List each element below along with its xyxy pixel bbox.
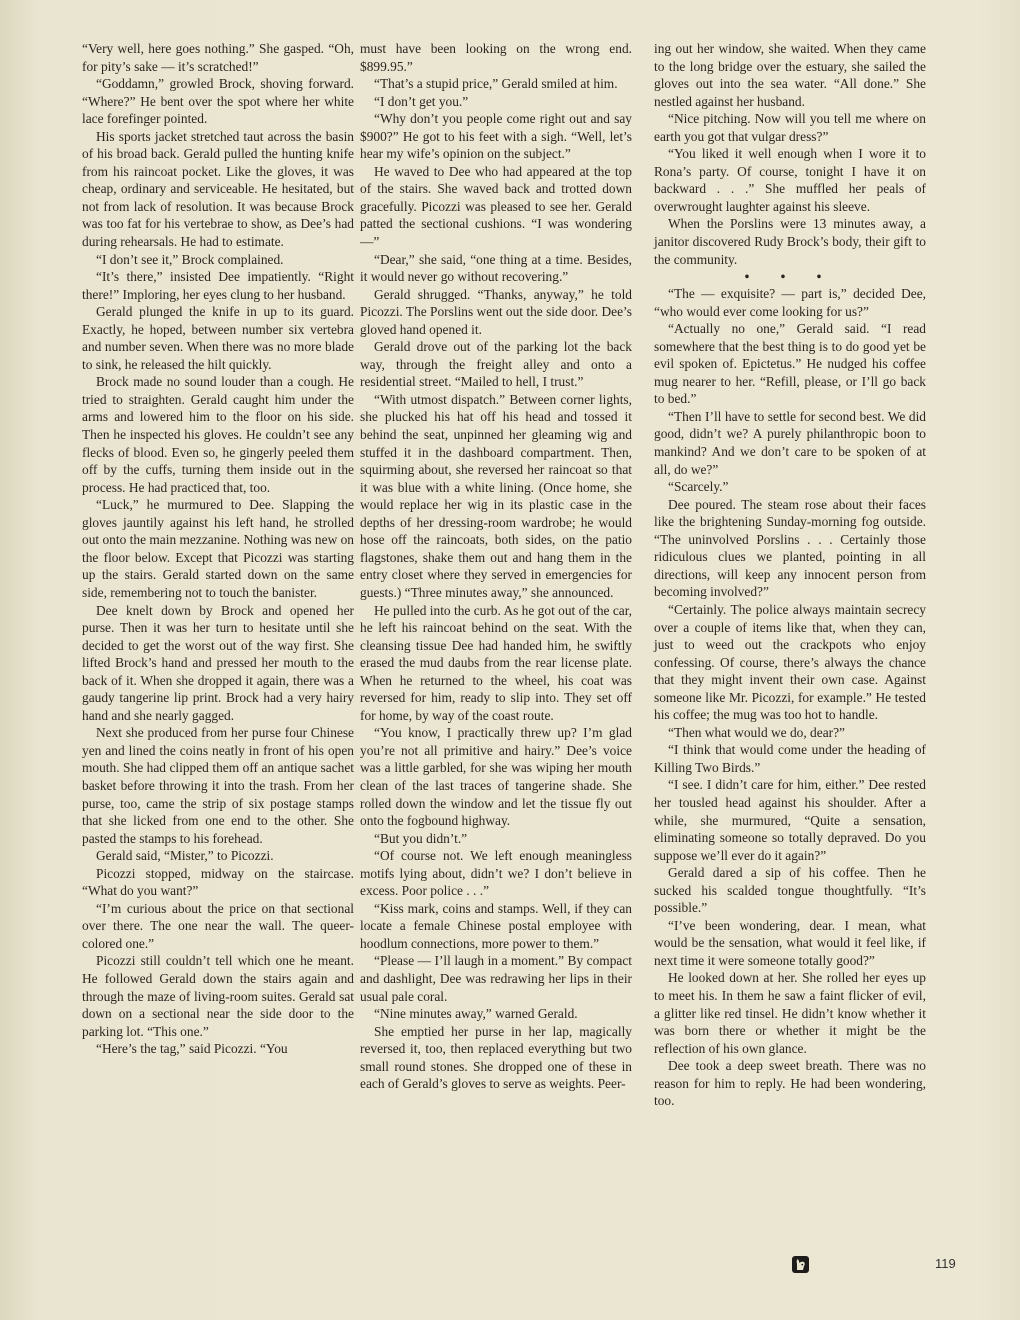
paragraph: Gerald plunged the knife in up to its guard. Exactly, he hoped, between number six vertebra and number seven. When there was no more blade to sink, he released the hilt quickly.: [82, 304, 354, 372]
paragraph: “Scarcely.”: [668, 479, 729, 495]
paragraph: He waved to Dee who had appeared at the top of the stairs. She waved back and trotted down gracefully. Picozzi was pleased to see her. Gerald patted the sectional cushions. “I was wondering —”: [360, 163, 632, 250]
paragraph: “Luck,” he murmured to Dee. Slapping the gloves jauntily against his left hand, he strolled out onto the main mezzanine. Nothing was new on the floor below. Except that Picozzi was starting up the stairs. Gerald started down on the same side, remembering not to touch the banister.: [82, 497, 354, 600]
paragraph: His sports jacket stretched taut across the basin of his broad back. Gerald pulled the hunting knife from his raincoat pocket. Like the gloves, it was cheap, ordinary and serviceable. He hesitated, but not from lack of resolution. It was because Brock was too fat for his vertebrae to show, as Dee’s had during rehearsals. He had to estimate.: [82, 128, 354, 250]
paragraph: “I don’t see it,” Brock complained.: [96, 251, 284, 267]
paragraph: When the Porslins were 13 minutes away, a janitor discovered Rudy Brock’s body, their gift to the community.: [654, 216, 926, 267]
paragraph: Gerald shrugged. “Thanks, anyway,” he told Picozzi. The Porslins went out the side door. Dee’s gloved hand opened it.: [360, 286, 632, 337]
paragraph: “Certainly. The police always maintain secrecy over a couple of items like that, when they can, just to weed out the crackpots who enjoy confessing. Of course, there’s always the chance that they might invent their own case. Against someone like Mr. Picozzi, for example.” He tested his coffee; the mug was too hot to handle.: [654, 601, 926, 723]
paragraph: “Kiss mark, coins and stamps. Well, if they can locate a female Chinese postal employee with hoodlum connections, more power to them.”: [360, 900, 632, 951]
paragraph: “With utmost dispatch.” Between corner lights, she plucked his hat off his head and tossed it behind the seat, unpinned her gleaming wig and stuffed it in the dashboard compartment. Then, squirming about, she reversed her raincoat so that it was blue with a white lining. (Once home, she would replace her wig in its plastic case in the depths of her dressing-room wardrobe; he would hose off the raincoats, both sides, on the patio flagstones, shake them out and hang them in the entry closet where they served in emergencies for guests.) “Three minutes away,” she announced.: [360, 391, 632, 600]
paragraph: “Very well, here goes nothing.” She gasped. “Oh, for pity’s sake — it’s scratched!”: [82, 41, 354, 74]
paragraph: Dee knelt down by Brock and opened her purse. Then it was her turn to hesitate until she decided to get the worst out of the way first. She lifted Brock’s hand and pressed her mouth to the back of it. When she dropped it again, there was a gaudy tangerine lip print. Brock had a very hairy hand and she nearly gagged.: [82, 602, 354, 723]
paragraph: Gerald said, “Mister,” to Picozzi.: [96, 848, 274, 864]
paragraph: “You liked it well enough when I wore it to Rona’s party. Of course, tonight I have it on backward . . .” She muffled her peals of overwrought laughter against his sleeve.: [654, 146, 926, 214]
paragraph: “The — exquisite? — part is,” decided Dee, “who would ever come looking for us?”: [654, 286, 926, 319]
paragraph: He looked down at her. She rolled her eyes up to meet his. In them he saw a faint flicker of evil, a glitter like red tinsel. He didn’t know whether it was born there or whether it might be the reflection of his own glance.: [654, 970, 926, 1056]
paragraph: “You know, I practically threw up? I’m glad you’re not all primitive and hairy.” Dee’s voice was a little garbled, for she was wiping her mouth clean of the last traces of tangerine shade. She rolled down the window and let the tissue fly out onto the fogbound highway.: [360, 725, 632, 829]
paragraph: Dee poured. The steam rose about their faces like the brightening Sunday-morning fog outside. “The uninvolved Porslins . . . Certainly those ridiculous clues we planted, pointing in all directions, will keep any innocent person from becoming involved?”: [654, 496, 926, 600]
paragraph: Gerald drove out of the parking lot the back way, through the freight alley and onto a residential street. “Mailed to hell, I trust.”: [360, 339, 632, 390]
paragraph: “I’m curious about the price on that sectional over there. The one near the wall. The queer-colored one.”: [82, 900, 354, 951]
text-column-right: [654, 40, 926, 1110]
paragraph: “Please — I’ll laugh in a moment.” By compact and dashlight, Dee was redrawing her lips in their usual pale coral.: [360, 953, 632, 1004]
text-column-left: [82, 40, 354, 1058]
rabbit-head-icon: [792, 1256, 809, 1273]
page-number: 119: [935, 1256, 956, 1271]
paragraph: Gerald dared a sip of his coffee. Then he sucked his scalded tongue thoughtfully. “It’s possible.”: [654, 865, 926, 916]
paragraph: ing out her window, she waited. When they came to the long bridge over the estuary, she sailed the gloves out into the sea water. “All done.” She nestled against her husband.: [654, 41, 926, 109]
paragraph: Dee took a deep sweet breath. There was no reason for him to reply. He had been wondering, too.: [654, 1058, 926, 1109]
paragraph: “I see. I didn’t care for him, either.” Dee rested her tousled head against his shoulder. After a while, she murmured, “Quite a sensation, eliminating someone so totally depraved. Do you suppose we’ll ever do it again?”: [654, 777, 926, 863]
paragraph: “Here’s the tag,” said Picozzi. “You: [96, 1041, 288, 1057]
paragraph: “Actually no one,” Gerald said. “I read somewhere that the best thing is to do good yet be evil spoken of. Epictetus.” He nudged his coffee mug nearer to her. “Refill, please, or I’ll go back to bed.”: [654, 321, 926, 407]
paragraph: “Dear,” she said, “one thing at a time. Besides, it would never go without recovering.”: [360, 251, 632, 285]
paragraph: “Goddamn,” growled Brock, shoving forward. “Where?” He bent over the spot where her white lace forefinger pointed.: [82, 76, 354, 127]
paragraph: Picozzi stopped, midway on the staircase. “What do you want?”: [82, 865, 354, 899]
paragraph: “Nine minutes away,” warned Gerald.: [374, 1006, 578, 1022]
paragraph: “I don’t get you.”: [374, 93, 469, 109]
paragraph: Next she produced from her purse four Chinese yen and lined the coins neatly in front of his open mouth. She had clipped them off an antique sachet basket before throwing it into the trash. From her purse, too, came the strip of six postage stamps that she licked from one end to the other. She pasted the stamps to his forehead.: [82, 725, 354, 846]
paragraph: He pulled into the curb. As he got out of the car, he left his raincoat behind on the seat. With the cleansing tissue Dee had handed him, he swiftly erased the mud daubs from the rear license plate. When he returned to the wheel, his coat was reversed for him, ready to slip into. They set off for home, by way of the coast route.: [360, 602, 632, 723]
paragraph: “I’ve been wondering, dear. I mean, what would be the sensation, what would it feel like, if next time it were someone totally good?”: [654, 917, 926, 968]
paragraph: Picozzi still couldn’t tell which one he meant. He followed Gerald down the stairs again and through the maze of living-room suites. Gerald sat down on a sectional near the side door to the parking lot. “This one.”: [82, 953, 354, 1039]
paragraph: “I think that would come under the heading of Killing Two Birds.”: [654, 742, 926, 775]
section-break: • • •: [744, 269, 836, 285]
paragraph: “Then what would we do, dear?”: [668, 724, 845, 740]
paragraph: “That’s a stupid price,” Gerald smiled at him.: [374, 76, 618, 92]
paragraph: She emptied her purse in her lap, magically reversed it, too, then replaced everything but two small round stones. She dropped one of these in each of Gerald’s gloves to serve as weights. Peer-: [360, 1023, 632, 1092]
paragraph: “Nice pitching. Now will you tell me where on earth you got that vulgar dress?”: [654, 111, 926, 144]
paragraph: “But you didn’t.”: [374, 830, 468, 846]
paragraph: “Why don’t you people come right out and say $900?” He got to his feet with a sigh. “Well, let’s hear my wife’s opinion on the subject.”: [360, 111, 632, 162]
text-column-middle: [360, 40, 632, 1093]
paragraph: “Then I’ll have to settle for second best. We did good, didn’t we? A purely philanthropic boon to mankind? And we don’t care to be spoken of at all, do we?”: [654, 408, 926, 477]
paragraph: Brock made no sound louder than a cough. He tried to straighten. Gerald caught him under the arms and lowered him to the floor on his side. Then he inspected his gloves. He couldn’t see any flecks of blood. Even so, he gingerly peeled them off by the cuffs, turning them inside out in the process. He had practiced that, too.: [82, 374, 354, 495]
paragraph: “Of course not. We left enough meaningless motifs lying about, didn’t we? I don’t believe in excess. Poor police . . .”: [360, 848, 632, 899]
paragraph: “It’s there,” insisted Dee impatiently. “Right there!” Imploring, her eyes clung to her husband.: [82, 269, 354, 302]
paragraph: must have been looking on the wrong end. $899.95.”: [360, 41, 632, 74]
